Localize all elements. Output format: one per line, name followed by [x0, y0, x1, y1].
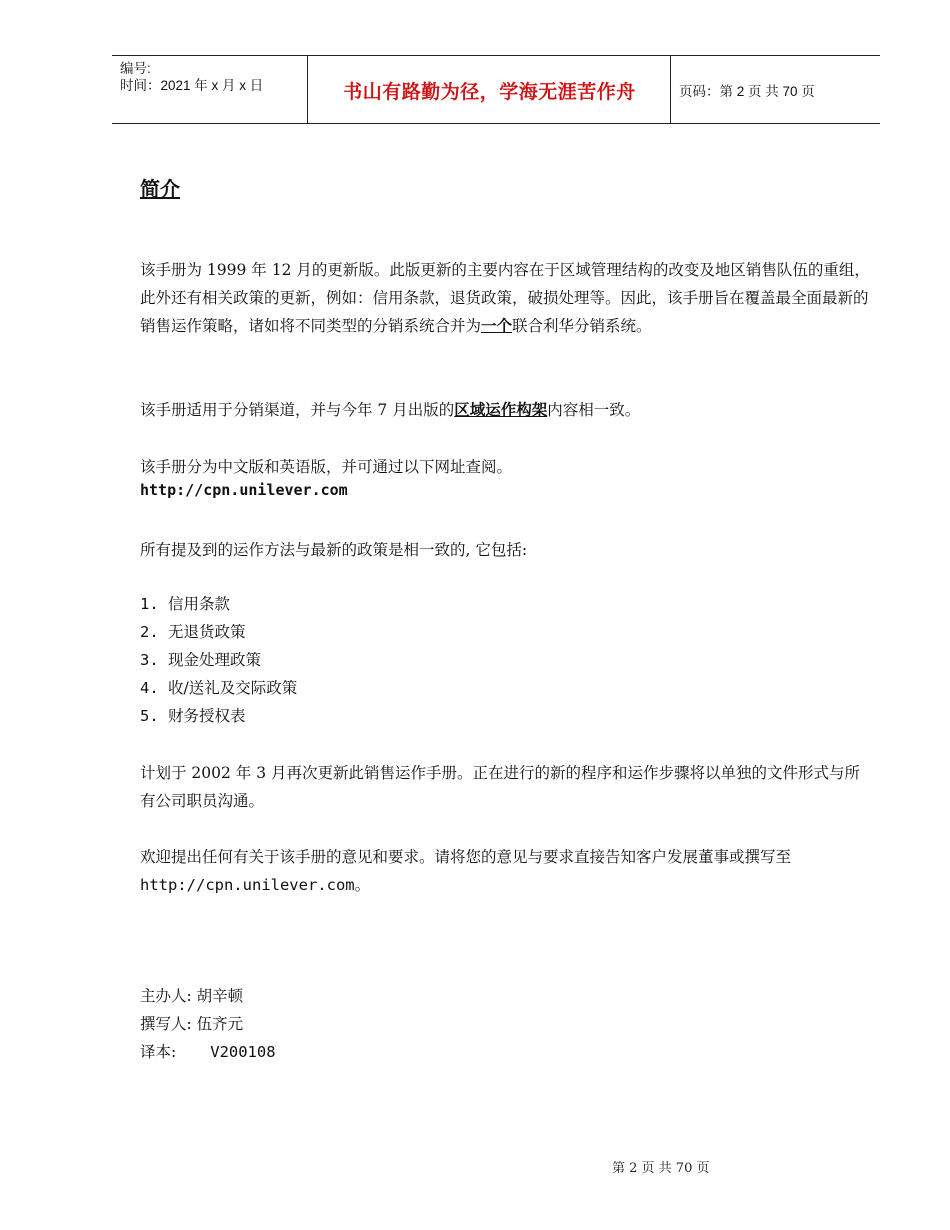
versions-paragraph: 该手册分为中文版和英语版，并可通过以下网址查阅。 [140, 458, 513, 476]
list-item [140, 646, 297, 674]
intro-text-end: 联合利华分销系统。 [512, 317, 652, 335]
list-label: 财务授权表 [168, 707, 246, 725]
document-number-label: 编号: [120, 61, 151, 76]
page-footer: 第 2 页 共 70 页 [612, 1161, 710, 1176]
list-label: 现金处理政策 [168, 651, 262, 669]
header-meta [120, 60, 263, 94]
version-value: V200108 [210, 1043, 276, 1061]
list-number: 2. [140, 623, 159, 641]
intro-paragraph [140, 256, 870, 340]
list-label: 无退货政策 [168, 623, 246, 641]
website-link[interactable]: http://cpn.unilever.com [140, 481, 348, 499]
sponsor-line: 主办人: 胡辛顿 [140, 987, 244, 1005]
list-item [140, 590, 297, 618]
feedback-link[interactable]: http://cpn.unilever.com [140, 876, 355, 894]
list-number: 5. [140, 707, 159, 725]
header-page-number: 页码：第 2 页 共 70 页 [679, 84, 815, 99]
scope-emphasis: 区域运作构架 [454, 401, 548, 419]
page-header [112, 55, 880, 124]
list-label: 信用条款 [168, 595, 231, 613]
header-divider [670, 56, 671, 123]
scope-text-end: 内容相一致。 [547, 401, 641, 419]
policy-list [140, 590, 297, 730]
list-item [140, 618, 297, 646]
list-label: 收/送礼及交际政策 [168, 679, 298, 697]
includes-paragraph: 所有提及到的运作方法与最新的政策是相一致的, 它包括: [140, 541, 528, 559]
version-label: 译本: [140, 1043, 177, 1061]
feedback-text: 欢迎提出任何有关于该手册的意见和要求。请将您的意见与要求直接告知客户发展董事或撰写至 [140, 848, 792, 866]
intro-emphasis: 一个 [481, 317, 513, 335]
list-number: 3. [140, 651, 159, 669]
document-date: 时间：2021 年 x 月 x 日 [120, 78, 264, 93]
feedback-paragraph [140, 843, 870, 899]
plan-paragraph: 计划于 2002 年 3 月再次更新此销售运作手册。正在进行的新的程序和运作步骤将以单独的文件形式与所有公司职员沟通。 [140, 764, 861, 810]
list-item [140, 702, 297, 730]
list-item [140, 674, 297, 702]
scope-paragraph [140, 396, 870, 424]
version-line [140, 1038, 276, 1066]
page-title: 简介 [140, 177, 180, 201]
signature-block [140, 982, 276, 1066]
intro-text: 该手册为 1999 年 12 月的更新版。此版更新的主要内容在于区域管理结构的改变及地区销售队伍的重组，此外还有相关政策的更新，例如：信用条款，退货政策，破损处理等。因此，该手册旨在覆盖最全面最新的销售运作策略，诸如将不同类型的分销系统合并为 [140, 261, 870, 335]
writer-line: 撰写人: 伍齐元 [140, 1015, 244, 1033]
list-number: 4. [140, 679, 159, 697]
feedback-end: 。 [354, 876, 371, 894]
scope-text: 该手册适用于分销渠道，并与今年 7 月出版的 [140, 401, 455, 419]
header-motto: 书山有路勤为径，学海无涯苦作舟 [343, 81, 636, 103]
list-number: 1. [140, 595, 159, 613]
